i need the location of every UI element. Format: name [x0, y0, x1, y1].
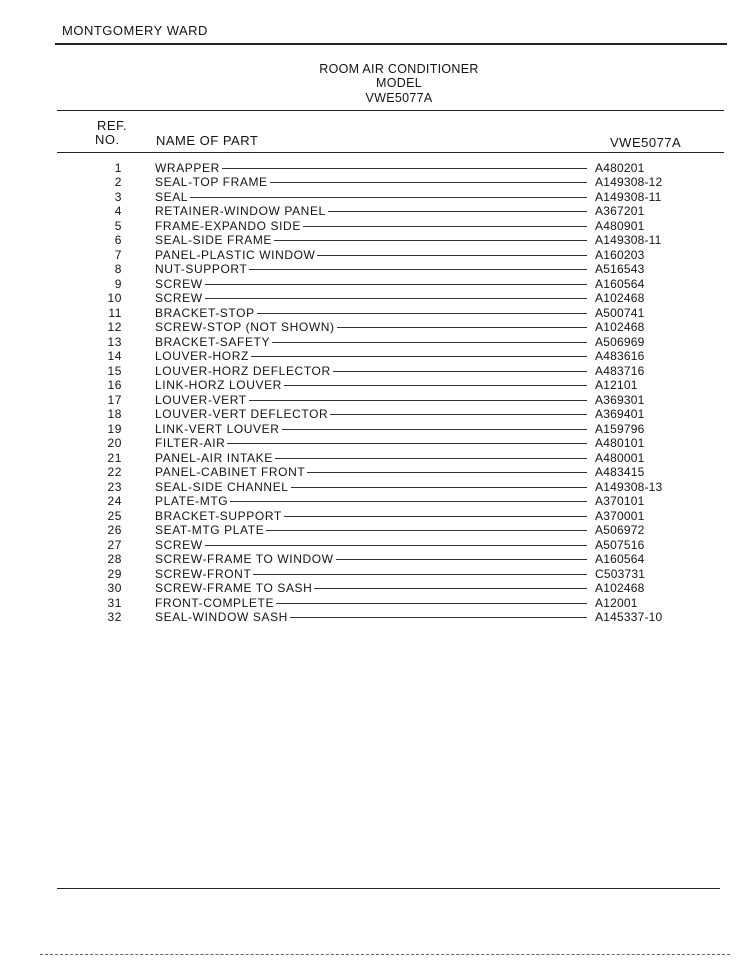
leader-line	[249, 269, 587, 270]
part-number: A12101	[595, 378, 638, 392]
table-row	[0, 349, 750, 364]
ref-number: 8	[114, 262, 122, 276]
column-header-name: NAME OF PART	[156, 133, 259, 148]
part-number: A483415	[595, 465, 645, 479]
ref-number: 26	[107, 523, 122, 537]
part-name-cell	[155, 262, 587, 277]
table-row	[0, 552, 750, 567]
leader-line	[303, 226, 587, 227]
leader-line	[330, 414, 587, 415]
part-number: A369401	[595, 407, 645, 421]
ref-number: 9	[114, 276, 122, 291]
part-name-cell	[155, 233, 587, 248]
part-name: PANEL-AIR INTAKE	[155, 450, 273, 465]
model-label: MODEL	[376, 76, 422, 90]
part-number: A149308-13	[595, 479, 663, 494]
part-name-cell	[155, 407, 587, 422]
leader-line	[337, 327, 587, 328]
part-name-cell	[155, 219, 587, 234]
leader-line	[270, 182, 587, 183]
part-number: A149308-12	[595, 175, 663, 189]
table-row	[0, 161, 750, 176]
table-row	[0, 436, 750, 451]
table-row	[0, 277, 750, 292]
table-row	[0, 567, 750, 582]
part-name-cell	[155, 509, 587, 524]
part-number: A483716	[595, 363, 645, 378]
table-row	[0, 175, 750, 190]
part-name: LOUVER-HORZ	[155, 349, 249, 363]
ref-number: 14	[107, 349, 122, 363]
part-name: LOUVER-VERT DEFLECTOR	[155, 407, 329, 421]
table-row	[0, 494, 750, 509]
part-name: SEAT-MTG PLATE	[155, 523, 265, 537]
table-row	[0, 378, 750, 393]
part-name: SCREW	[155, 291, 203, 305]
ref-number: 17	[107, 392, 122, 407]
part-number: A145337-10	[595, 610, 663, 624]
part-name: FILTER-AIR	[155, 436, 226, 450]
part-number: A149308-11	[595, 233, 662, 247]
part-name: SCREW-FRONT	[155, 566, 252, 581]
part-name: NUT-SUPPORT	[155, 262, 248, 276]
part-name-cell	[155, 465, 587, 480]
leader-line	[249, 400, 587, 401]
leader-line	[205, 284, 587, 285]
part-name-cell	[155, 538, 587, 553]
part-number: A506969	[595, 334, 645, 349]
leader-line	[333, 371, 587, 372]
ref-number: 3	[114, 189, 122, 204]
leader-line	[205, 298, 587, 299]
part-number: A507516	[595, 537, 645, 552]
part-name-cell	[155, 161, 587, 176]
ref-number: 20	[107, 436, 122, 450]
part-number: A480101	[595, 436, 645, 450]
bottom-divider	[57, 888, 720, 889]
leader-line	[275, 458, 587, 459]
part-name: RETAINER-WINDOW PANEL	[155, 204, 326, 218]
part-name-cell	[155, 596, 587, 611]
part-name-cell	[155, 291, 587, 306]
part-name: LOUVER-HORZ DEFLECTOR	[155, 363, 331, 378]
leader-line	[307, 472, 587, 473]
table-row	[0, 262, 750, 277]
parts-list	[0, 161, 750, 625]
part-number: A12001	[595, 595, 638, 610]
leader-line	[328, 211, 587, 212]
ref-number: 5	[114, 218, 122, 233]
part-name: BRACKET-STOP	[155, 305, 255, 320]
part-name: SCREW	[155, 537, 203, 552]
leader-line	[272, 342, 587, 343]
part-name: FRONT-COMPLETE	[155, 595, 275, 610]
table-row	[0, 291, 750, 306]
part-name-cell	[155, 190, 587, 205]
ref-number: 30	[107, 581, 122, 595]
table-row	[0, 320, 750, 335]
leader-line	[251, 356, 587, 357]
ref-number: 29	[107, 566, 122, 581]
part-number: A480001	[595, 450, 645, 465]
table-row	[0, 451, 750, 466]
part-name-cell	[155, 422, 587, 437]
leader-line	[317, 255, 587, 256]
part-name-cell	[155, 364, 587, 379]
part-number: A483616	[595, 349, 645, 363]
leader-line	[282, 429, 587, 430]
table-row	[0, 596, 750, 611]
part-number: A480901	[595, 218, 645, 233]
header-top-divider	[57, 110, 724, 111]
ref-number: 1	[114, 160, 122, 175]
ref-number: 10	[107, 291, 122, 305]
part-name: FRAME-EXPANDO SIDE	[155, 218, 301, 233]
ref-number: 22	[107, 465, 122, 479]
part-name-cell	[155, 567, 587, 582]
part-name: SEAL-TOP FRAME	[155, 175, 268, 189]
ref-number: 32	[107, 610, 122, 624]
part-name: SEAL-SIDE CHANNEL	[155, 479, 289, 494]
ref-number: 16	[107, 378, 122, 392]
leader-line	[257, 313, 587, 314]
column-header-ref: REF.	[97, 118, 128, 133]
top-divider	[55, 43, 727, 45]
part-name: SCREW-STOP (NOT SHOWN)	[155, 320, 335, 334]
ref-number: 31	[107, 595, 122, 610]
footer-divider	[40, 954, 730, 955]
leader-line	[336, 559, 587, 560]
part-name: BRACKET-SUPPORT	[155, 508, 282, 523]
part-number: A500741	[595, 305, 645, 320]
part-name-cell	[155, 523, 587, 538]
leader-line	[230, 501, 587, 502]
ref-number: 12	[107, 320, 122, 334]
part-name: LINK-HORZ LOUVER	[155, 378, 282, 392]
ref-number: 18	[107, 407, 122, 421]
part-name-cell	[155, 451, 587, 466]
part-name-cell	[155, 552, 587, 567]
leader-line	[284, 516, 587, 517]
part-name: SCREW-FRAME TO SASH	[155, 581, 313, 595]
part-number: A516543	[595, 262, 645, 276]
ref-number: 27	[107, 537, 122, 552]
part-number: A370001	[595, 508, 645, 523]
part-number: C503731	[595, 566, 646, 581]
table-row	[0, 335, 750, 350]
ref-number: 24	[107, 494, 122, 508]
part-name-cell	[155, 480, 587, 495]
part-name-cell	[155, 393, 587, 408]
part-name: BRACKET-SAFETY	[155, 334, 271, 349]
table-row	[0, 233, 750, 248]
table-row	[0, 190, 750, 205]
leader-line	[290, 617, 587, 618]
part-number: A160203	[595, 247, 645, 262]
table-row	[0, 465, 750, 480]
column-header-no: NO.	[95, 132, 120, 147]
ref-number: 23	[107, 479, 122, 494]
part-name-cell	[155, 277, 587, 292]
part-number: A159796	[595, 421, 645, 436]
table-row	[0, 523, 750, 538]
part-name: WRAPPER	[155, 160, 220, 175]
table-row	[0, 364, 750, 379]
leader-line	[276, 603, 587, 604]
part-name-cell	[155, 436, 587, 451]
part-name-cell	[155, 320, 587, 335]
model-number: VWE5077A	[365, 91, 433, 105]
table-row	[0, 422, 750, 437]
ref-number: 11	[108, 305, 122, 320]
table-row	[0, 306, 750, 321]
part-name-cell	[155, 335, 587, 350]
leader-line	[227, 443, 587, 444]
ref-number: 19	[107, 421, 122, 436]
table-row	[0, 610, 750, 625]
part-name-cell	[155, 378, 587, 393]
ref-number: 6	[114, 233, 122, 247]
ref-number: 21	[107, 450, 122, 465]
table-row	[0, 393, 750, 408]
table-row	[0, 538, 750, 553]
part-name-cell	[155, 175, 587, 190]
leader-line	[291, 487, 587, 488]
part-name: SEAL-WINDOW SASH	[155, 610, 288, 624]
part-name: PANEL-CABINET FRONT	[155, 465, 306, 479]
part-number: A480201	[595, 160, 645, 175]
part-name-cell	[155, 204, 587, 219]
leader-line	[266, 530, 587, 531]
part-name-cell	[155, 349, 587, 364]
part-number: A160564	[595, 276, 645, 291]
part-name-cell	[155, 581, 587, 596]
part-name: SEAL	[155, 189, 189, 204]
part-number: A367201	[595, 204, 645, 218]
leader-line	[222, 168, 587, 169]
part-number: A160564	[595, 552, 645, 566]
part-number: A506972	[595, 523, 645, 537]
header-bottom-divider	[57, 152, 724, 153]
column-header-model: VWE5077A	[610, 135, 682, 150]
part-name: SCREW	[155, 276, 203, 291]
part-name-cell	[155, 306, 587, 321]
leader-line	[284, 385, 587, 386]
part-name: PANEL-PLASTIC WINDOW	[155, 247, 316, 262]
leader-line	[274, 240, 587, 241]
table-row	[0, 204, 750, 219]
part-number: A149308-11	[595, 189, 662, 204]
part-number: A102468	[595, 320, 645, 334]
part-name-cell	[155, 610, 587, 625]
document-title: ROOM AIR CONDITIONER	[319, 62, 479, 76]
table-row	[0, 407, 750, 422]
ref-number: 7	[114, 247, 122, 262]
part-number: A369301	[595, 392, 645, 407]
ref-number: 4	[114, 204, 122, 218]
ref-number: 28	[107, 552, 122, 566]
leader-line	[314, 588, 587, 589]
part-name: PLATE-MTG	[155, 494, 229, 508]
table-row	[0, 219, 750, 234]
ref-number: 15	[107, 363, 122, 378]
part-name: LOUVER-VERT	[155, 392, 247, 407]
ref-number: 2	[114, 175, 122, 189]
leader-line	[253, 574, 587, 575]
part-number: A370101	[595, 494, 645, 508]
leader-line	[190, 197, 587, 198]
part-name: SCREW-FRAME TO WINDOW	[155, 552, 334, 566]
part-name: LINK-VERT LOUVER	[155, 421, 280, 436]
table-row	[0, 581, 750, 596]
part-name-cell	[155, 494, 587, 509]
leader-line	[205, 545, 587, 546]
part-name: SEAL-SIDE FRAME	[155, 233, 273, 247]
brand-name: MONTGOMERY WARD	[62, 23, 208, 38]
ref-number: 13	[107, 334, 122, 349]
ref-number: 25	[107, 508, 122, 523]
part-number: A102468	[595, 291, 645, 305]
table-row	[0, 480, 750, 495]
table-row	[0, 509, 750, 524]
table-row	[0, 248, 750, 263]
part-number: A102468	[595, 581, 645, 595]
part-name-cell	[155, 248, 587, 263]
